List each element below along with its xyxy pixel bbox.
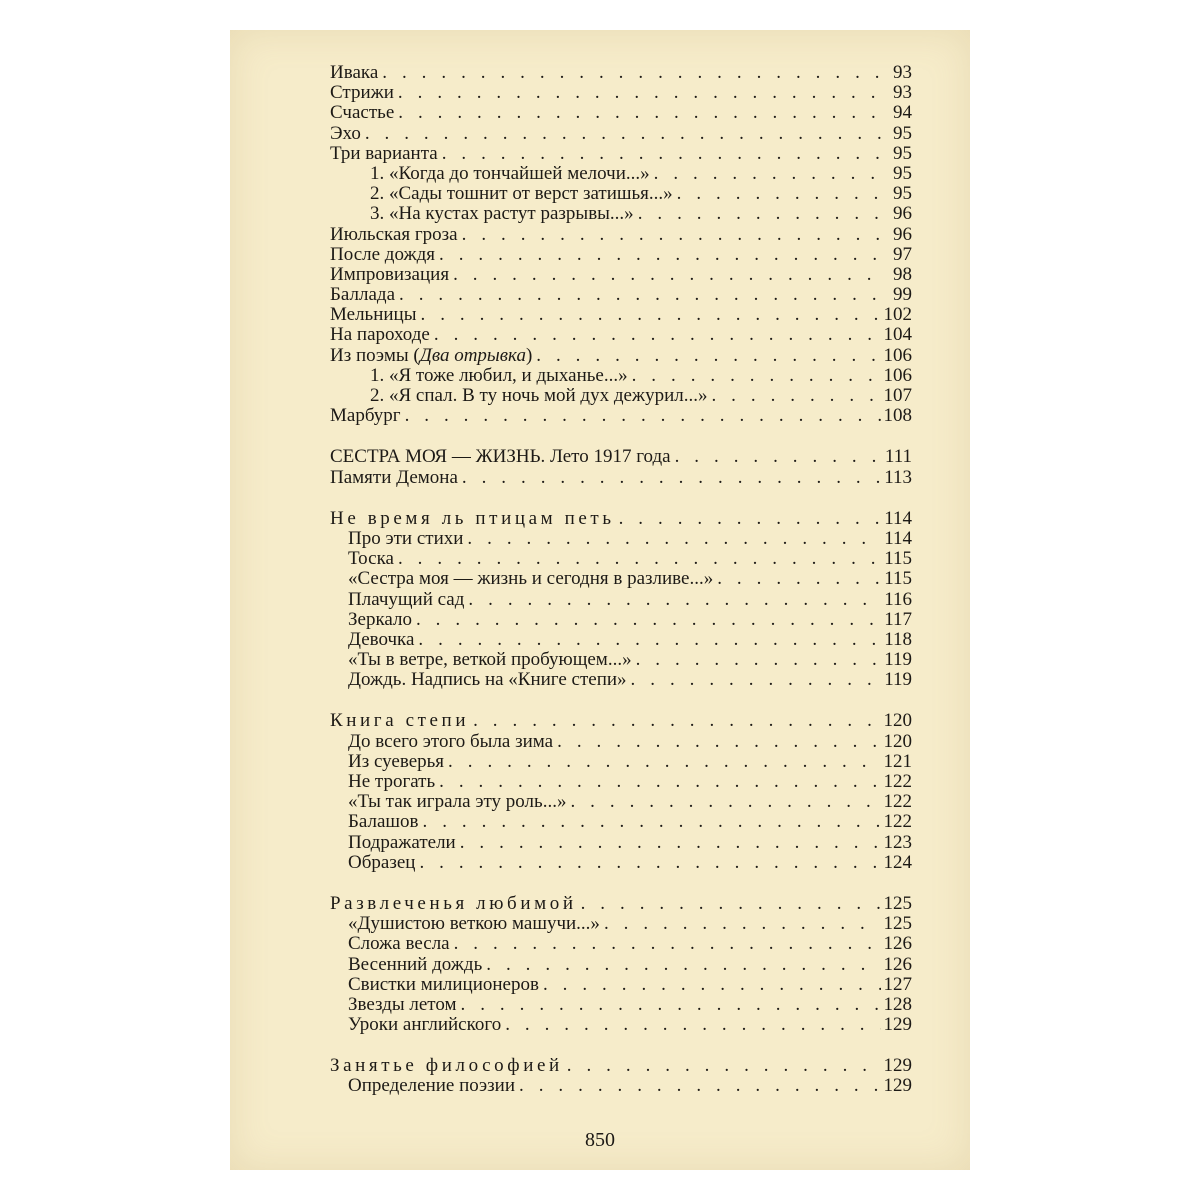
- toc-entry: [330, 468, 912, 488]
- toc-entry: [330, 914, 912, 934]
- dot-leader: [677, 184, 887, 204]
- toc-title: Не время ль птицам петь: [330, 507, 615, 529]
- toc-title-start: Из поэмы (: [330, 344, 420, 366]
- dot-leader: [453, 265, 887, 285]
- toc-entry: [330, 792, 912, 812]
- toc-page: 93: [893, 82, 912, 104]
- toc-page: 93: [893, 62, 912, 83]
- dot-leader: [636, 650, 882, 670]
- toc-entry: [330, 650, 912, 670]
- toc-title: «Сестра моя — жизнь и сегодня в разливе...»: [348, 568, 714, 590]
- dot-leader: [654, 164, 887, 184]
- dot-leader: [486, 955, 880, 975]
- toc-title: Эхо: [330, 122, 361, 144]
- dot-leader: [460, 833, 881, 853]
- toc-entry: [330, 124, 912, 144]
- toc-cycle-heading: [330, 894, 912, 914]
- dot-leader: [418, 630, 881, 650]
- dot-leader: [604, 914, 881, 934]
- toc-page: 94: [893, 102, 912, 124]
- dot-leader: [675, 447, 882, 467]
- toc-title: [330, 346, 532, 366]
- dot-leader: [631, 670, 882, 690]
- toc-page: 104: [883, 324, 912, 346]
- section-gap: [330, 690, 912, 711]
- toc-entry: [330, 305, 912, 325]
- toc-title: До всего этого была зима: [348, 730, 554, 752]
- toc-cycle-heading: [330, 509, 912, 529]
- toc-title: Памяти Демона: [330, 466, 458, 488]
- toc-entry: [330, 630, 912, 650]
- toc-page: 127: [883, 973, 912, 995]
- toc-page: 129: [883, 1075, 912, 1097]
- dot-leader: [711, 386, 880, 406]
- toc-title: Развлеченья любимой: [330, 892, 577, 914]
- dot-leader: [638, 204, 887, 224]
- dot-leader: [454, 934, 881, 954]
- toc-title: Из суеверья: [348, 750, 445, 772]
- toc-title: Образец: [348, 851, 416, 873]
- dot-leader: [462, 225, 887, 245]
- toc-title: На пароходе: [330, 324, 430, 346]
- toc-title: Занятье философией: [330, 1055, 563, 1077]
- toc-page: 119: [884, 649, 912, 671]
- toc-page: 97: [893, 243, 912, 265]
- toc-entry: [330, 569, 912, 589]
- toc-page: 116: [884, 588, 912, 610]
- toc-title: Счастье: [330, 102, 395, 124]
- toc-entry: [330, 406, 912, 426]
- toc-page: 102: [883, 304, 912, 326]
- dot-leader: [581, 894, 881, 914]
- section-gap: [330, 1035, 912, 1056]
- toc-title: Баллада: [330, 284, 396, 306]
- toc-title: Импровизация: [330, 263, 450, 285]
- dot-leader: [519, 1076, 880, 1096]
- toc-entry: [330, 732, 912, 752]
- toc-title-end: ): [525, 344, 533, 366]
- toc-entry: [330, 853, 912, 873]
- dot-leader: [543, 975, 881, 995]
- toc-page: 122: [883, 791, 912, 813]
- toc-title: Дождь. Надпись на «Книге степи»: [348, 669, 627, 691]
- toc-title: Тоска: [348, 548, 394, 570]
- toc-page: 113: [884, 466, 912, 488]
- toc-page: 98: [893, 263, 912, 285]
- dot-leader: [399, 285, 887, 305]
- toc-title: Июльская гроза: [330, 223, 458, 245]
- toc-entry: [330, 325, 912, 345]
- toc-entry: [330, 995, 912, 1015]
- toc-entry: [330, 144, 912, 164]
- toc-page: 96: [893, 203, 912, 225]
- toc-page: 95: [893, 183, 912, 205]
- toc-entry: [330, 812, 912, 832]
- toc-title: Три варианта: [330, 142, 438, 164]
- book-page: [230, 30, 970, 1170]
- section-gap: [330, 488, 912, 509]
- dot-leader: [536, 346, 880, 366]
- toc-page: 118: [884, 628, 912, 650]
- toc-entry: [330, 833, 912, 853]
- toc-title: «Ты так играла эту роль...»: [348, 791, 567, 813]
- toc-title: Стрижи: [330, 82, 394, 104]
- toc-title-italic: Два отрывка: [419, 344, 526, 366]
- toc-title: Про эти стихи: [348, 527, 464, 549]
- toc-title: Мельницы: [330, 304, 417, 326]
- toc-entry: [330, 346, 912, 366]
- dot-leader: [557, 732, 880, 752]
- toc-page: 106: [883, 344, 912, 366]
- toc-entry: [330, 245, 912, 265]
- dot-leader: [717, 569, 881, 589]
- toc-page: 122: [883, 771, 912, 792]
- toc-title: СЕСТРА МОЯ — ЖИЗНЬ. Лето 1917 года: [330, 446, 671, 468]
- toc-subentry: [330, 184, 912, 204]
- toc-subentry: [330, 366, 912, 386]
- dot-leader: [473, 711, 880, 731]
- toc-page: 96: [893, 223, 912, 245]
- dot-leader: [439, 772, 880, 792]
- toc-page: 99: [893, 284, 912, 306]
- toc-page: 125: [883, 913, 912, 935]
- toc-entry: [330, 103, 912, 123]
- toc-page: 126: [883, 953, 912, 975]
- toc-page: 124: [883, 851, 912, 873]
- toc-entry: [330, 934, 912, 954]
- toc-title: Сложа весла: [348, 933, 450, 955]
- toc-title: 3. «На кустах растут разрывы...»: [370, 203, 634, 225]
- toc-title: После дождя: [330, 243, 436, 265]
- toc-entry: [330, 752, 912, 772]
- toc-title: Весенний дождь: [348, 953, 483, 975]
- toc-cycle-heading: [330, 1056, 912, 1076]
- dot-leader: [570, 792, 880, 812]
- toc-entry: [330, 63, 912, 83]
- toc-title: 1. «Когда до тончайшей мелочи...»: [370, 162, 650, 184]
- toc-title: 2. «Сады тошнит от верст затишья...»: [370, 183, 673, 205]
- toc-title: Девочка: [348, 628, 415, 650]
- toc-title: 2. «Я спал. В ту ночь мой дух дежурил...»: [370, 385, 708, 406]
- toc-page: 119: [884, 669, 912, 691]
- toc-entry: [330, 225, 912, 245]
- toc-page: 108: [883, 405, 912, 427]
- toc-page: 120: [883, 730, 912, 752]
- toc-entry: [330, 772, 912, 792]
- toc-page: 95: [893, 122, 912, 144]
- toc-entry: [330, 83, 912, 103]
- toc-page: 115: [884, 548, 912, 570]
- toc-entry: [330, 285, 912, 305]
- toc-page: 106: [883, 364, 912, 386]
- dot-leader: [468, 590, 881, 610]
- toc-title: Не трогать: [348, 771, 436, 792]
- toc-entry: [330, 955, 912, 975]
- section-gap: [330, 426, 912, 447]
- toc-page: 129: [883, 1014, 912, 1036]
- dot-leader: [434, 325, 881, 345]
- toc-title: Ивака: [330, 62, 379, 83]
- toc-page: 121: [883, 750, 912, 772]
- toc-page: 115: [884, 568, 912, 590]
- toc-cycle-heading: [330, 711, 912, 731]
- toc-page: 114: [884, 527, 912, 549]
- dot-leader: [423, 812, 881, 832]
- dot-leader: [382, 63, 887, 83]
- toc-title: «Ты в ветре, веткой пробующем...»: [348, 649, 632, 671]
- dot-leader: [448, 752, 880, 772]
- toc-page: 126: [883, 933, 912, 955]
- toc-page: 111: [884, 446, 912, 468]
- dot-leader: [461, 995, 881, 1015]
- toc-title: Марбург: [330, 405, 401, 427]
- toc-title: Подражатели: [348, 831, 456, 853]
- toc-page: 95: [893, 142, 912, 164]
- toc-entry: [330, 670, 912, 690]
- toc-page: 129: [883, 1055, 912, 1077]
- dot-leader: [398, 549, 881, 569]
- toc-subentry: [330, 386, 912, 406]
- dot-leader: [416, 610, 881, 630]
- toc-page: 123: [883, 831, 912, 853]
- dot-leader: [462, 468, 881, 488]
- page-number: 850: [585, 1129, 615, 1151]
- dot-leader: [419, 853, 880, 873]
- dot-leader: [567, 1056, 881, 1076]
- toc-entry: [330, 529, 912, 549]
- toc-entry: [330, 549, 912, 569]
- toc-title: Определение поэзии: [348, 1075, 516, 1097]
- toc-page: 120: [883, 710, 912, 732]
- table-of-contents: [330, 63, 912, 1097]
- dot-leader: [398, 103, 887, 123]
- toc-title: 1. «Я тоже любил, и дыханье...»: [370, 364, 628, 386]
- dot-leader: [442, 144, 887, 164]
- dot-leader: [467, 529, 881, 549]
- dot-leader: [632, 366, 881, 386]
- toc-page: 107: [883, 385, 912, 406]
- dot-leader: [505, 1015, 880, 1035]
- toc-page: 128: [883, 993, 912, 1015]
- toc-title: «Душистою веткою машучи...»: [348, 913, 600, 935]
- dot-leader: [365, 124, 887, 144]
- toc-entry: [330, 265, 912, 285]
- toc-page: 122: [883, 811, 912, 833]
- toc-subentry: [330, 164, 912, 184]
- toc-title: Уроки английского: [348, 1014, 502, 1036]
- toc-entry: [330, 1076, 912, 1096]
- dot-leader: [439, 245, 887, 265]
- toc-title: Звезды летом: [348, 993, 457, 1015]
- toc-page: 114: [884, 507, 912, 529]
- toc-section-heading: [330, 447, 912, 467]
- toc-entry: [330, 975, 912, 995]
- toc-subentry: [330, 204, 912, 224]
- dot-leader: [398, 83, 887, 103]
- toc-page: 117: [884, 608, 912, 630]
- section-gap: [330, 873, 912, 894]
- toc-entry: [330, 1015, 912, 1035]
- dot-leader: [421, 305, 881, 325]
- toc-entry: [330, 590, 912, 610]
- dot-leader: [405, 406, 881, 426]
- toc-title: Балашов: [348, 811, 419, 833]
- dot-leader: [619, 509, 882, 529]
- toc-title: Свистки милиционеров: [348, 973, 539, 995]
- toc-title: Книга степи: [330, 710, 470, 732]
- toc-entry: [330, 610, 912, 630]
- toc-title: Зеркало: [348, 608, 412, 630]
- toc-page: 95: [893, 162, 912, 184]
- toc-page: 125: [883, 892, 912, 914]
- toc-title: Плачущий сад: [348, 588, 465, 610]
